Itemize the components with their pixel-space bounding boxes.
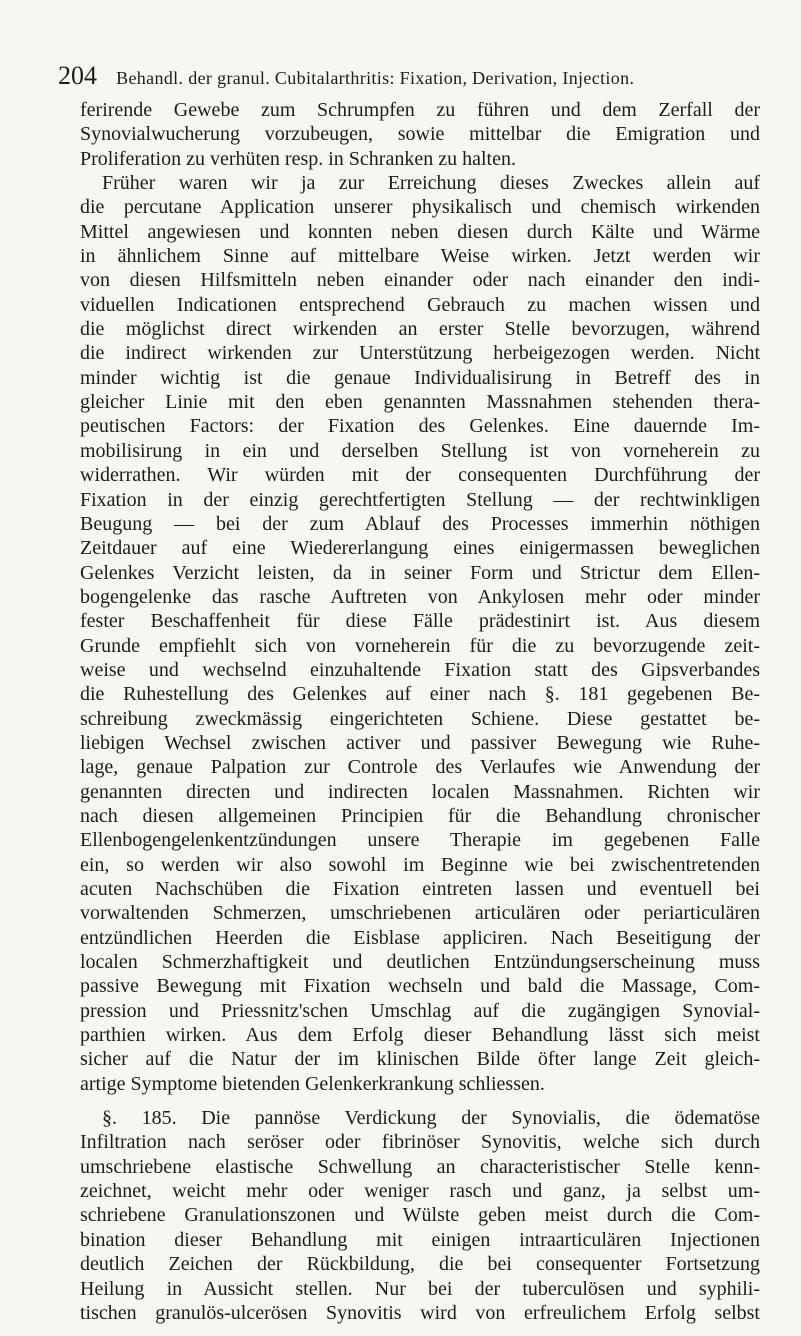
text-line: umschriebene elastische Schwellung an characteristischer Stelle kenn- bbox=[80, 1155, 760, 1178]
text-line: peutischen Factors: der Fixation des Gelenkes. Eine dauernde Im- bbox=[80, 415, 760, 438]
text-line: die indirect wirkenden zur Unterstützung herbeigezogen werden. Nicht bbox=[80, 342, 760, 365]
text-line: die percutane Application unserer physikalisch und chemisch wirkenden bbox=[80, 196, 760, 219]
text-line: minder wichtig ist die genaue Individualisirung in Betreff des in bbox=[80, 366, 760, 389]
paragraph-1 bbox=[80, 98, 760, 171]
text-line: Beugung — bei der zum Ablauf des Processes immerhin nöthigen bbox=[80, 512, 760, 535]
text-line: Zeitdauer auf eine Wiedererlangung eines einigermassen beweglichen bbox=[80, 537, 760, 560]
text-line: Synovialwucherung vorzubeugen, sowie mittelbar die Emigration und bbox=[80, 123, 760, 146]
text-line: pression und Priessnitz'schen Umschlag auf die zugängigen Synovial- bbox=[80, 999, 760, 1022]
text-line: die möglichst direct wirkenden an erster Stelle bevorzugen, während bbox=[80, 318, 760, 341]
text-line: schriebene Granulationszonen und Wülste geben meist durch die Com- bbox=[80, 1204, 760, 1227]
page-number: 204 bbox=[58, 61, 97, 90]
text-line: gleicher Linie mit den eben genannten Massnahmen stehenden thera- bbox=[80, 391, 760, 414]
text-line: parthien wirken. Aus dem Erfolg dieser Behandlung lässt sich meist bbox=[80, 1024, 760, 1047]
text-line: sicher auf die Natur der im klinischen Bilde öfter lange Zeit gleich- bbox=[80, 1048, 760, 1071]
text-line: Mittel angewiesen und konnten neben diesen durch Kälte und Wärme bbox=[80, 220, 760, 243]
text-line: mobilisirung in ein und derselben Stellung ist von vorneherein zu bbox=[80, 439, 760, 462]
text-line: bogengelenke das rasche Auftreten von Ankylosen mehr oder minder bbox=[80, 585, 760, 608]
page-header bbox=[58, 62, 758, 90]
text-line: Gelenkes Verzicht leisten, da in seiner Form und Strictur dem Ellen- bbox=[80, 561, 760, 584]
text-line: Infiltration nach seröser oder fibrinöser Synovitis, welche sich durch bbox=[80, 1131, 760, 1154]
text-line: deutlich Zeichen der Rückbildung, die bei consequenter Fortsetzung bbox=[80, 1253, 760, 1276]
text-line: Früher waren wir ja zur Erreichung dieses Zweckes allein auf bbox=[102, 172, 760, 195]
text-line: tischen granulös-ulcerösen Synovitis wird von erfreulichem Erfolg selbst bbox=[80, 1301, 760, 1324]
text-line: liebigen Wechsel zwischen activer und passiver Bewegung wie Ruhe- bbox=[80, 731, 760, 754]
paragraph-3 bbox=[80, 1106, 760, 1325]
text-line: artige Symptome bietenden Gelenkerkrankung schliessen. bbox=[80, 1072, 545, 1095]
text-line: genannten directen und indirecten localen Massnahmen. Richten wir bbox=[80, 780, 760, 803]
text-line: ferirende Gewebe zum Schrumpfen zu führen und dem Zerfall der bbox=[80, 99, 760, 121]
text-line: fester Beschaffenheit für diese Fälle prädestinirt ist. Aus diesem bbox=[80, 610, 760, 633]
text-line: nach diesen allgemeinen Principien für die Behandlung chronischer bbox=[80, 804, 760, 827]
text-line: in ähnlichem Sinne auf mittelbare Weise wirken. Jetzt werden wir bbox=[80, 245, 760, 268]
text-line: widerrathen. Wir würden mit der consequenten Durchführung der bbox=[80, 464, 760, 487]
text-line: passive Bewegung mit Fixation wechseln und bald die Massage, Com- bbox=[80, 975, 760, 998]
text-line: schreibung zweckmässig eingerichteten Schiene. Diese gestattet be- bbox=[80, 707, 760, 730]
body-text bbox=[80, 98, 760, 1325]
text-line: lage, genaue Palpation zur Controle des Verlaufes wie Anwendung der bbox=[80, 756, 760, 779]
text-line: acuten Nachschüben die Fixation eintreten lassen und eventuell bei bbox=[80, 878, 760, 900]
text-line: Heilung in Aussicht stellen. Nur bei der tuberculösen und syphili- bbox=[80, 1277, 760, 1300]
text-line: vorwaltenden Schmerzen, umschriebenen articulären oder periarticulären bbox=[80, 902, 760, 925]
text-line: zeichnet, weicht mehr oder weniger rasch und ganz, ja selbst um- bbox=[80, 1180, 760, 1203]
text-line: localen Schmerzhaftigkeit und deutlichen Entzündungserscheinung muss bbox=[80, 951, 760, 974]
text-line: bination dieser Behandlung mit einigen intraarticulären Injectionen bbox=[80, 1228, 760, 1251]
text-line: Proliferation zu verhüten resp. in Schranken zu halten. bbox=[80, 147, 516, 170]
text-line: Grunde empfiehlt sich von vorneherein für die zu bevorzugende zeit- bbox=[80, 634, 760, 657]
text-line: §. 185. Die pannöse Verdickung der Synovialis, die ödematöse bbox=[102, 1107, 760, 1130]
text-line: viduellen Indicationen entsprechend Gebrauch zu machen wissen und bbox=[80, 293, 760, 316]
text-line: Ellenbogengelenkentzündungen unsere Therapie im gegebenen Falle bbox=[80, 829, 760, 852]
text-line: von diesen Hilfsmitteln neben einander oder nach einander den indi- bbox=[80, 269, 760, 292]
text-line: weise und wechselnd einzuhaltende Fixation statt des Gipsverbandes bbox=[80, 658, 760, 681]
text-line: Fixation in der einzig gerechtfertigten Stellung — der rechtwinkligen bbox=[80, 488, 760, 511]
running-head: Behandl. der granul. Cubitalarthritis: Fixation, Derivation, Injection. bbox=[116, 68, 635, 88]
text-line: die Ruhestellung des Gelenkes auf einer nach §. 181 gegebenen Be- bbox=[80, 683, 760, 706]
text-line: ein, so werden wir also sowohl im Beginne wie bei zwischentretenden bbox=[80, 853, 760, 876]
paragraph-2 bbox=[80, 171, 760, 1096]
text-line: entzündlichen Heerden die Eisblase appliciren. Nach Beseitigung der bbox=[80, 926, 760, 949]
